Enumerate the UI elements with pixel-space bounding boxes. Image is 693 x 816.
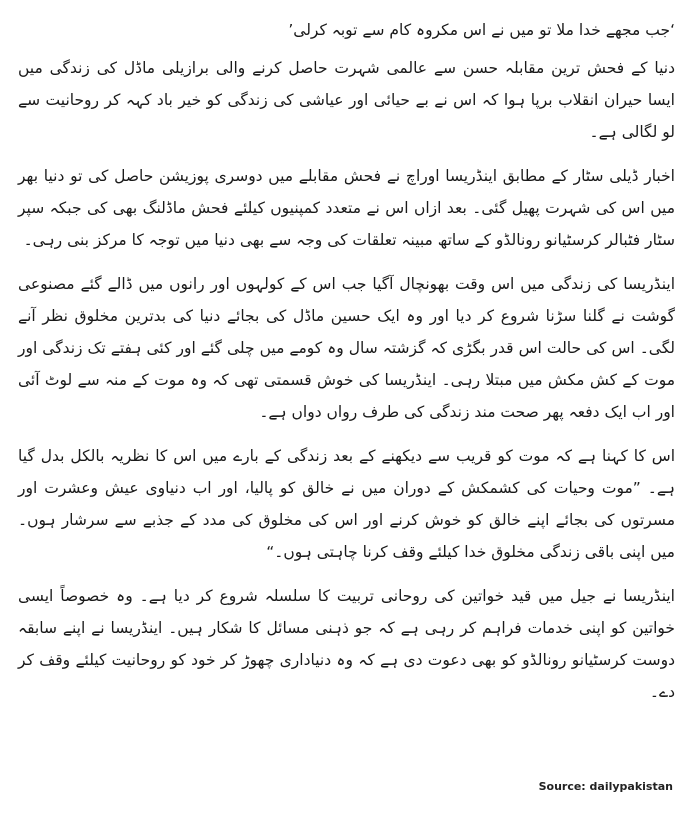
article-paragraph: اس کا کہنا ہے کہ موت کو قریب سے دیکھنے کے بعد زندگی کے بارے میں اس کا نظریہ بالکل بدل گیا ہے۔ ”موت وحیات کی کشمکش کے دوران میں نے خالق کو پالیا، اور اب دنیاوی عیش وعشرت اور مسرتوں کی بجائے اپنے خالق کو خوش کرنے اور اس کی مخلوق کی مدد کے جذبے سے سرشار ہوں۔ میں اپنی باقی زندگی مخلوق خدا کیلئے وقف کرنا چاہتی ہوں۔“	[18, 447, 675, 561]
article-paragraph: دنیا کے فحش ترین مقابلہ حسن سے عالمی شہرت حاصل کرنے والی برازیلی ماڈل کی زندگی میں ایسا حیران انقلاب برپا ہوا کہ اس نے بے حیائی اور عیاشی کی زندگی کو خیر باد کہہ کر روحانیت سے لو لگالی ہے۔	[18, 59, 675, 141]
article-body	[18, 14, 675, 708]
article-paragraph: اینڈریسا کی زندگی میں اس وقت بھونچال آگیا جب اس کے کولہوں اور رانوں میں ڈالے گئے مصنوعی گوشت نے گلنا سڑنا شروع کر دیا اور وہ ایک حسین ماڈل کی بجائے دنیا کی بدترین مخلوق نظر آنے لگی۔ اس کی حالت اس قدر بگڑی کہ گزشتہ سال وہ کومے میں چلی گئے اور کئی ہفتے تک زندگی اور موت کے کش مکش میں مبتلا رہی۔ اینڈریسا کی خوش قسمتی تھی کہ وہ موت کے منہ سے لوٹ آئی اور اب ایک دفعہ پھر صحت مند زندگی کی طرف رواں دواں ہے۔	[18, 275, 675, 421]
article-paragraph: اخبار ڈیلی سٹار کے مطابق اینڈریسا اوراچ نے فحش مقابلے میں دوسری پوزیشن حاصل کی تو دنیا بھر میں اس کی شہرت پھیل گئی۔ بعد ازاں اس نے متعدد کمپنیوں کیلئے فحش ماڈلنگ بھی کی جبکہ سپر سٹار فٹبالر کرسٹیانو رونالڈو کے ساتھ مبینہ تعلقات کی وجہ سے بھی دنیا میں توجہ کا مرکز بنی رہی۔	[18, 167, 675, 249]
source-credit: Source: dailypakistan	[538, 780, 673, 793]
article-paragraph: اینڈریسا نے جیل میں قید خواتین کی روحانی تربیت کا سلسلہ شروع کر دیا ہے۔ وہ خصوصاً ایسی خواتین کو اپنی خدمات فراہم کر رہی ہے کہ جو ذہنی مسائل کا شکار ہیں۔ اینڈریسا نے اپنے سابقہ دوست کرسٹیانو رونالڈو کو بھی دعوت دی ہے کہ وہ دنیاداری چھوڑ کر خود کو روحانیت کیلئے وقف کر دے۔	[18, 587, 675, 701]
article-headline: ‘جب مجھے خدا ملا تو میں نے اس مکروہ کام سے توبہ کرلی’	[288, 21, 675, 39]
